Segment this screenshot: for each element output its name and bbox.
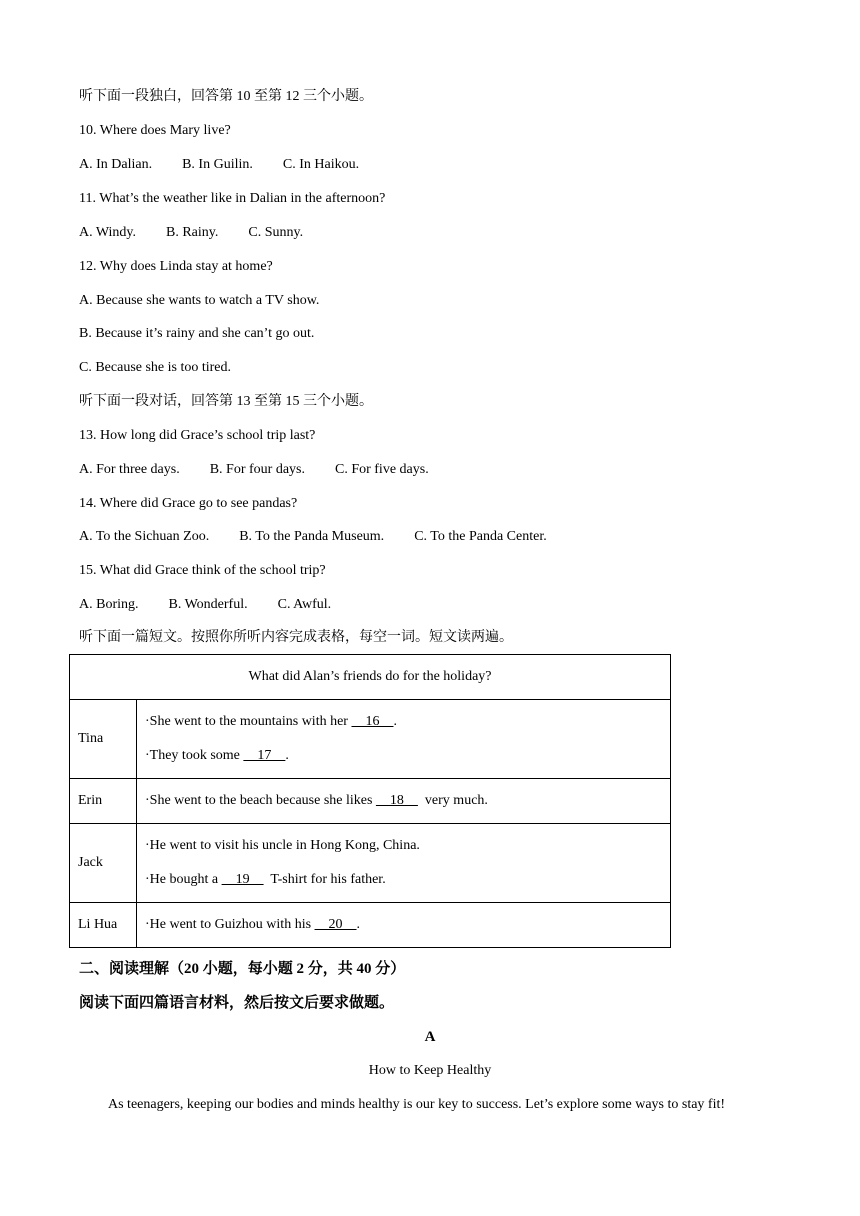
- table-row: [70, 824, 671, 903]
- passage-first-line: As teenagers, keeping our bodies and minds healthy is our key to success. Let’s explore some ways to stay fit!: [108, 1097, 726, 1112]
- option: B. Rainy.: [166, 225, 219, 240]
- question-12-option-b: B. Because it’s rainy and she can’t go out.: [79, 326, 315, 341]
- option: C. Sunny.: [248, 225, 304, 240]
- listening-intro-dialogue: 听下面一段对话，回答第 13 至第 15 三个小题。: [79, 394, 373, 409]
- option: C. Awful.: [277, 597, 332, 612]
- option: A. To the Sichuan Zoo.: [79, 529, 210, 544]
- table-title: What did Alan’s friends do for the holiday?: [70, 655, 671, 700]
- table-cell: [137, 903, 671, 948]
- option: A. Boring.: [79, 597, 139, 612]
- holiday-table: [69, 654, 671, 948]
- question-11-stem: 11. What’s the weather like in Dalian in the afternoon?: [79, 191, 386, 206]
- listening-intro-monologue: 听下面一段独白，回答第 10 至第 12 三个小题。: [79, 89, 373, 104]
- table-line: ·They took some 17 .: [145, 748, 289, 763]
- question-14-stem: 14. Where did Grace go to see pandas?: [79, 496, 298, 511]
- passage-letter: A: [424, 1029, 436, 1045]
- option: B. To the Panda Museum.: [239, 529, 385, 544]
- option: B. Wonderful.: [168, 597, 248, 612]
- option: C. In Haikou.: [282, 157, 360, 172]
- blank-17: 17: [243, 748, 286, 763]
- blank-19: 19: [221, 872, 264, 887]
- option: C. To the Panda Center.: [414, 529, 547, 544]
- friend-name: Erin: [70, 779, 137, 824]
- question-13-options: [79, 461, 429, 479]
- question-13-stem: 13. How long did Grace’s school trip last?: [79, 428, 316, 443]
- table-cell: [137, 779, 671, 824]
- table-line: ·He went to Guizhou with his 20 .: [145, 917, 361, 932]
- table-line: ·He went to visit his uncle in Hong Kong, China.: [145, 838, 420, 853]
- option: A. In Dalian.: [79, 157, 153, 172]
- option: B. For four days.: [209, 462, 305, 477]
- question-10-options: [79, 156, 359, 174]
- table-line: ·She went to the mountains with her 16 .: [145, 714, 397, 729]
- table-row: [70, 779, 671, 824]
- table-line: ·He bought a 19 T-shirt for his father.: [145, 872, 386, 887]
- table-row: [70, 903, 671, 948]
- friend-name: Li Hua: [70, 903, 137, 948]
- option: A. Windy.: [79, 225, 136, 240]
- question-15-stem: 15. What did Grace think of the school trip?: [79, 563, 326, 578]
- option: A. For three days.: [79, 462, 180, 477]
- friend-name: Jack: [70, 824, 137, 903]
- question-10-stem: 10. Where does Mary live?: [79, 123, 231, 138]
- question-12-stem: 12. Why does Linda stay at home?: [79, 259, 273, 274]
- listening-intro-passage: 听下面一篇短文。按照你所听内容完成表格，每空一词。短文读两遍。: [79, 630, 513, 645]
- blank-16: 16: [351, 714, 394, 729]
- table-line: ·She went to the beach because she likes 18 very much.: [145, 793, 488, 808]
- question-11-options: [79, 224, 303, 242]
- question-15-options: [79, 596, 331, 614]
- blank-18: 18: [375, 793, 418, 808]
- table-cell: [137, 824, 671, 903]
- passage-title: How to Keep Healthy: [368, 1063, 492, 1078]
- question-14-options: [79, 528, 547, 546]
- question-12-option-a: A. Because she wants to watch a TV show.: [79, 293, 320, 308]
- blank-20: 20: [314, 917, 357, 932]
- question-12-option-c: C. Because she is too tired.: [79, 360, 232, 375]
- table-row: [70, 700, 671, 779]
- friend-name: Tina: [70, 700, 137, 779]
- reading-section-heading: 二、阅读理解（20 小题，每小题 2 分，共 40 分）: [79, 961, 406, 977]
- reading-instruction: 阅读下面四篇语言材料，然后按文后要求做题。: [79, 995, 395, 1011]
- table-cell: [137, 700, 671, 779]
- option: C. For five days.: [334, 462, 429, 477]
- option: B. In Guilin.: [182, 157, 253, 172]
